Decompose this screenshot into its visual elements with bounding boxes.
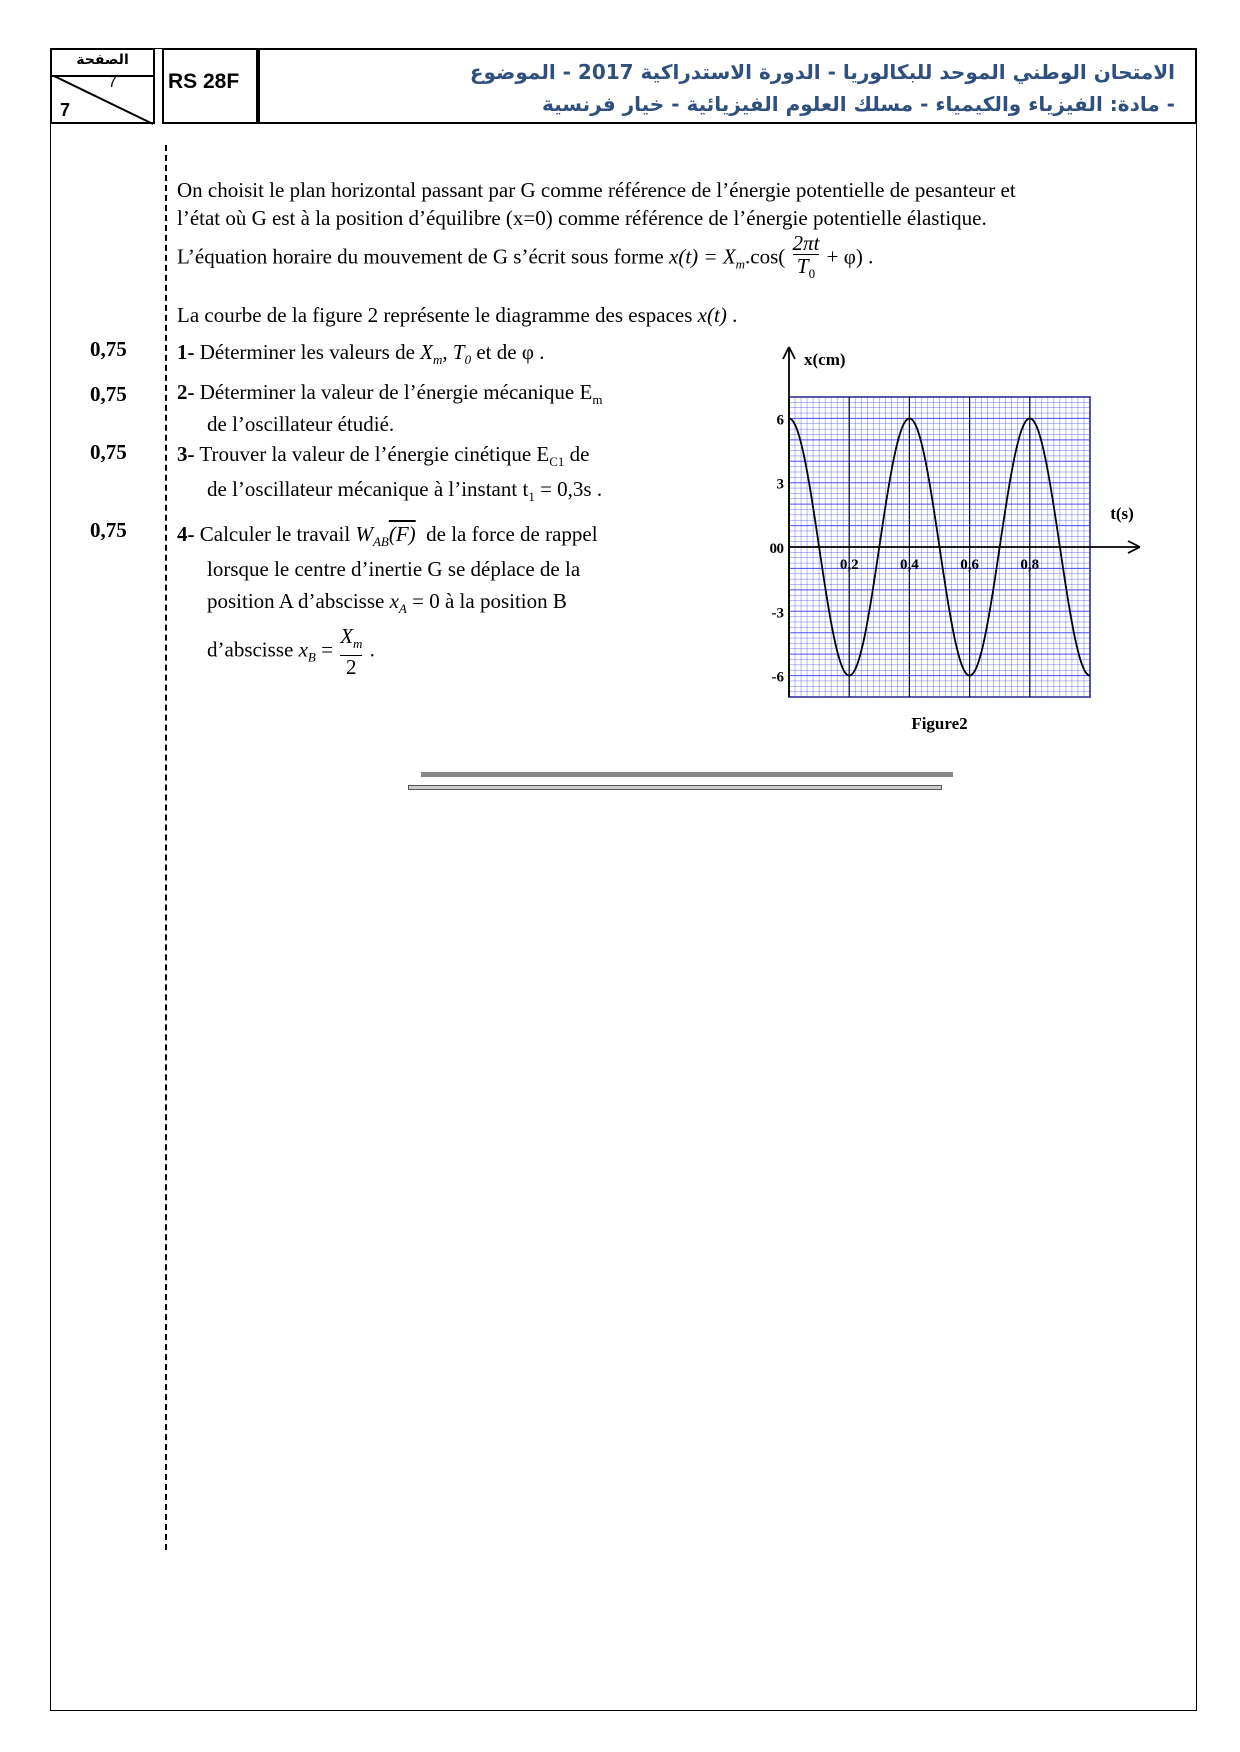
question-4-line-4 xyxy=(207,625,375,680)
q2-em: E xyxy=(579,380,593,404)
q3-t1: t xyxy=(522,477,529,501)
q3-line-2-text: de l’oscillateur mécanique à l’instant xyxy=(207,477,518,501)
exam-code: RS 28F xyxy=(162,48,258,124)
q1-number: 1- xyxy=(177,340,195,364)
q1-text: Déterminer les valeurs de xyxy=(199,340,415,364)
figure-intro-end: . xyxy=(732,303,738,327)
fraction-denominator: T xyxy=(796,254,809,278)
q4-end: . xyxy=(369,637,375,662)
y-tick-label: 6 xyxy=(776,412,784,429)
q1-comma: , xyxy=(442,340,448,364)
q3-ec: E xyxy=(536,442,550,466)
equation-left: x(t) = X xyxy=(669,244,736,269)
points-q2: 0,75 xyxy=(90,382,127,406)
q3-t1-value: = 0,3s . xyxy=(540,477,603,501)
q3-number: 3- xyxy=(177,442,195,466)
q2-em-sub: m xyxy=(592,392,603,408)
q4-xb-sub: B xyxy=(307,649,316,665)
page-total: 7 xyxy=(60,100,71,120)
q1-end: . xyxy=(539,340,545,364)
page-number-box xyxy=(50,48,155,124)
q3-de: de xyxy=(569,442,590,466)
question-2-line-2: de l’oscillateur étudié. xyxy=(207,412,395,436)
x-tick-label: 0,8 xyxy=(1020,557,1040,573)
q4-fraction xyxy=(340,625,362,678)
q3-t1-sub: 1 xyxy=(528,489,535,505)
q4-xb: x xyxy=(298,637,308,662)
q4-number: 4- xyxy=(177,522,195,546)
page-current: 7 xyxy=(108,74,117,91)
origin-label: 0 xyxy=(769,541,777,557)
figure-intro-eq: x(t) xyxy=(697,303,727,327)
q4-xa-sub: A xyxy=(398,601,407,617)
q1-phi: φ xyxy=(521,340,534,364)
q1-and: et de xyxy=(476,340,517,364)
x-tick-label: 0,2 xyxy=(839,557,859,573)
y-tick-label: 3 xyxy=(776,476,784,493)
y-axis-label: x(cm) xyxy=(804,350,846,369)
q3-ec-sub: C1 xyxy=(549,454,565,470)
q4-frac-num: X xyxy=(340,624,354,648)
q1-xm-sub: m xyxy=(433,352,443,368)
q1-xm: X xyxy=(420,340,433,364)
exam-title xyxy=(258,48,1197,124)
question-4-line-2: lorsque le centre d’inertie G se déplace de la xyxy=(207,557,581,581)
question-1 xyxy=(177,336,544,376)
intro-line-1: On choisit le plan horizontal passant par G comme référence de l’énergie potentielle de pesanteur et xyxy=(177,178,1016,202)
q4-w-sub: AB xyxy=(372,534,389,550)
intro-line-2: l’état où G est à la position d’équilibre (x=0) comme référence de l’énergie potentielle élastique. xyxy=(177,206,987,230)
q2-number: 2- xyxy=(177,380,195,404)
q2-text: Déterminer la valeur de l’énergie mécanique xyxy=(199,380,575,404)
y-tick-label: 0 xyxy=(776,541,784,557)
y-tick-label: -3 xyxy=(771,605,784,622)
q4-force: (F) xyxy=(388,522,416,546)
figure-caption: Figure2 xyxy=(911,714,968,733)
q4-text-b: de la force de rappel xyxy=(426,522,598,546)
q4-xb-eq: = xyxy=(321,637,333,662)
fraction-numerator: 2πt xyxy=(792,231,820,255)
q4-frac-num-sub: m xyxy=(353,636,363,652)
x-tick-label: 0,4 xyxy=(900,557,919,573)
equation-cos: .cos( xyxy=(745,244,786,269)
question-3-line-2 xyxy=(207,473,602,513)
q4-xa: x xyxy=(389,589,399,613)
end-rule-top xyxy=(421,772,953,777)
q4-xa-value: = 0 xyxy=(412,589,440,613)
equation-intro-text: L’équation horaire du mouvement de G s’écrit sous forme xyxy=(177,244,664,269)
title-line-1: الامتحان الوطني الموحد للبكالوريا - الدورة الاستدراكية 2017 - الموضوع xyxy=(469,60,1175,84)
x-axis-label: t(s) xyxy=(1110,504,1134,523)
q4-line-3a: position A d’abscisse xyxy=(207,589,385,613)
q1-t0: T xyxy=(452,340,465,364)
fraction-denominator-sub: 0 xyxy=(808,266,816,282)
q1-t0-sub: 0 xyxy=(464,352,472,368)
margin-dashed-line xyxy=(165,145,167,1550)
intro-line-4 xyxy=(177,300,737,330)
points-q1: 0,75 xyxy=(90,337,127,361)
page-frame xyxy=(50,48,1197,1711)
q4-line-3b: à la position B xyxy=(444,589,567,613)
points-q3: 0,75 xyxy=(90,440,127,464)
x-tick-label: 0,6 xyxy=(960,557,979,573)
q3-text: Trouver la valeur de l’énergie cinétique xyxy=(199,442,532,466)
y-tick-label: -6 xyxy=(771,669,784,686)
equation-sub: m xyxy=(735,256,746,272)
oscillation-chart xyxy=(730,335,1150,735)
q4-w: W xyxy=(355,522,373,546)
equation-tail: + φ) . xyxy=(826,244,874,269)
end-rule-bottom xyxy=(408,785,942,790)
page-label: الصفحة xyxy=(76,52,129,68)
equation-fraction xyxy=(793,232,820,285)
intro-line-3 xyxy=(177,232,873,287)
title-line-2: - مادة: الفيزياء والكيمياء - مسلك العلوم الفيزيائية - خيار فرنسية xyxy=(541,92,1175,116)
q4-text: Calculer le travail xyxy=(199,522,351,546)
points-q4: 0,75 xyxy=(90,518,127,542)
figure-intro-text: La courbe de la figure 2 représente le diagramme des espaces xyxy=(177,303,693,327)
q4-frac-den: 2 xyxy=(346,655,357,680)
q4-line-4: d’abscisse xyxy=(207,637,294,662)
question-4-line-3 xyxy=(207,585,567,625)
